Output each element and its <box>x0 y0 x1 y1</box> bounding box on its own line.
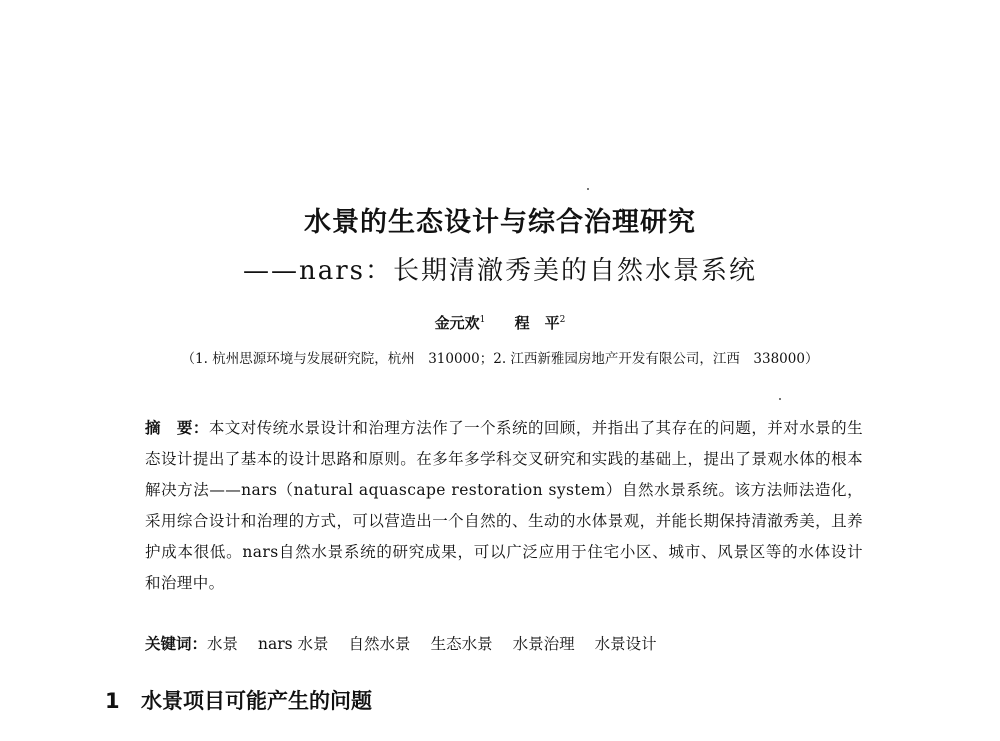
keywords-label: 关键词： <box>145 634 208 653</box>
author <box>435 312 486 333</box>
paper-subtitle: ——nars：长期清澈秀美的自然水景系统 <box>242 256 758 286</box>
affiliations: （1. 杭州思源环境与发展研究院，杭州 310000；2. 江西新雅园房地产开发有限公司，江西 338000） <box>181 351 819 367</box>
section-number: 1 <box>105 689 120 713</box>
author-line <box>0 312 1000 333</box>
abstract-label: 摘 要： <box>145 418 209 437</box>
paper-title: 水景的生态设计与综合治理研究 <box>304 207 696 238</box>
author-name: 金元欢 <box>434 314 480 332</box>
section-heading <box>105 685 372 715</box>
keyword: 生态水景 <box>430 635 493 653</box>
keyword: 水景 <box>207 635 239 653</box>
abstract <box>145 412 863 599</box>
author-affil-mark: 1 <box>479 315 486 325</box>
author <box>515 312 566 333</box>
keyword: 水景设计 <box>594 635 657 653</box>
keyword: 水景治理 <box>512 635 575 653</box>
section-title: 水景项目可能产生的问题 <box>141 689 372 713</box>
author-name: 程 平 <box>514 314 560 332</box>
abstract-text: 本文对传统水景设计和治理方法作了一个系统的回顾，并指出了其存在的问题，并对水景的生态设计提出了基本的设计思路和原则。在多年多学科交叉研究和实践的基础上，提出了景观水体的根本解决方法——nars（natural aquascape restoration system）自然水景系统。该方法师法造化，采用综合设计和治理的方式，可以营造出一个自然的、生动的水体景观，并能长期保持清澈秀美，且养护成本很低。nars自然水景系统的研究成果，可以广泛应用于住宅小区、城市、风景区等的水体设计和治理中。 <box>145 419 863 592</box>
scan-speck <box>779 398 781 400</box>
scan-speck <box>587 188 589 190</box>
author-affil-mark: 2 <box>559 315 566 325</box>
keyword: nars 水景 <box>258 635 329 653</box>
keywords <box>145 628 865 660</box>
keyword: 自然水景 <box>348 635 411 653</box>
